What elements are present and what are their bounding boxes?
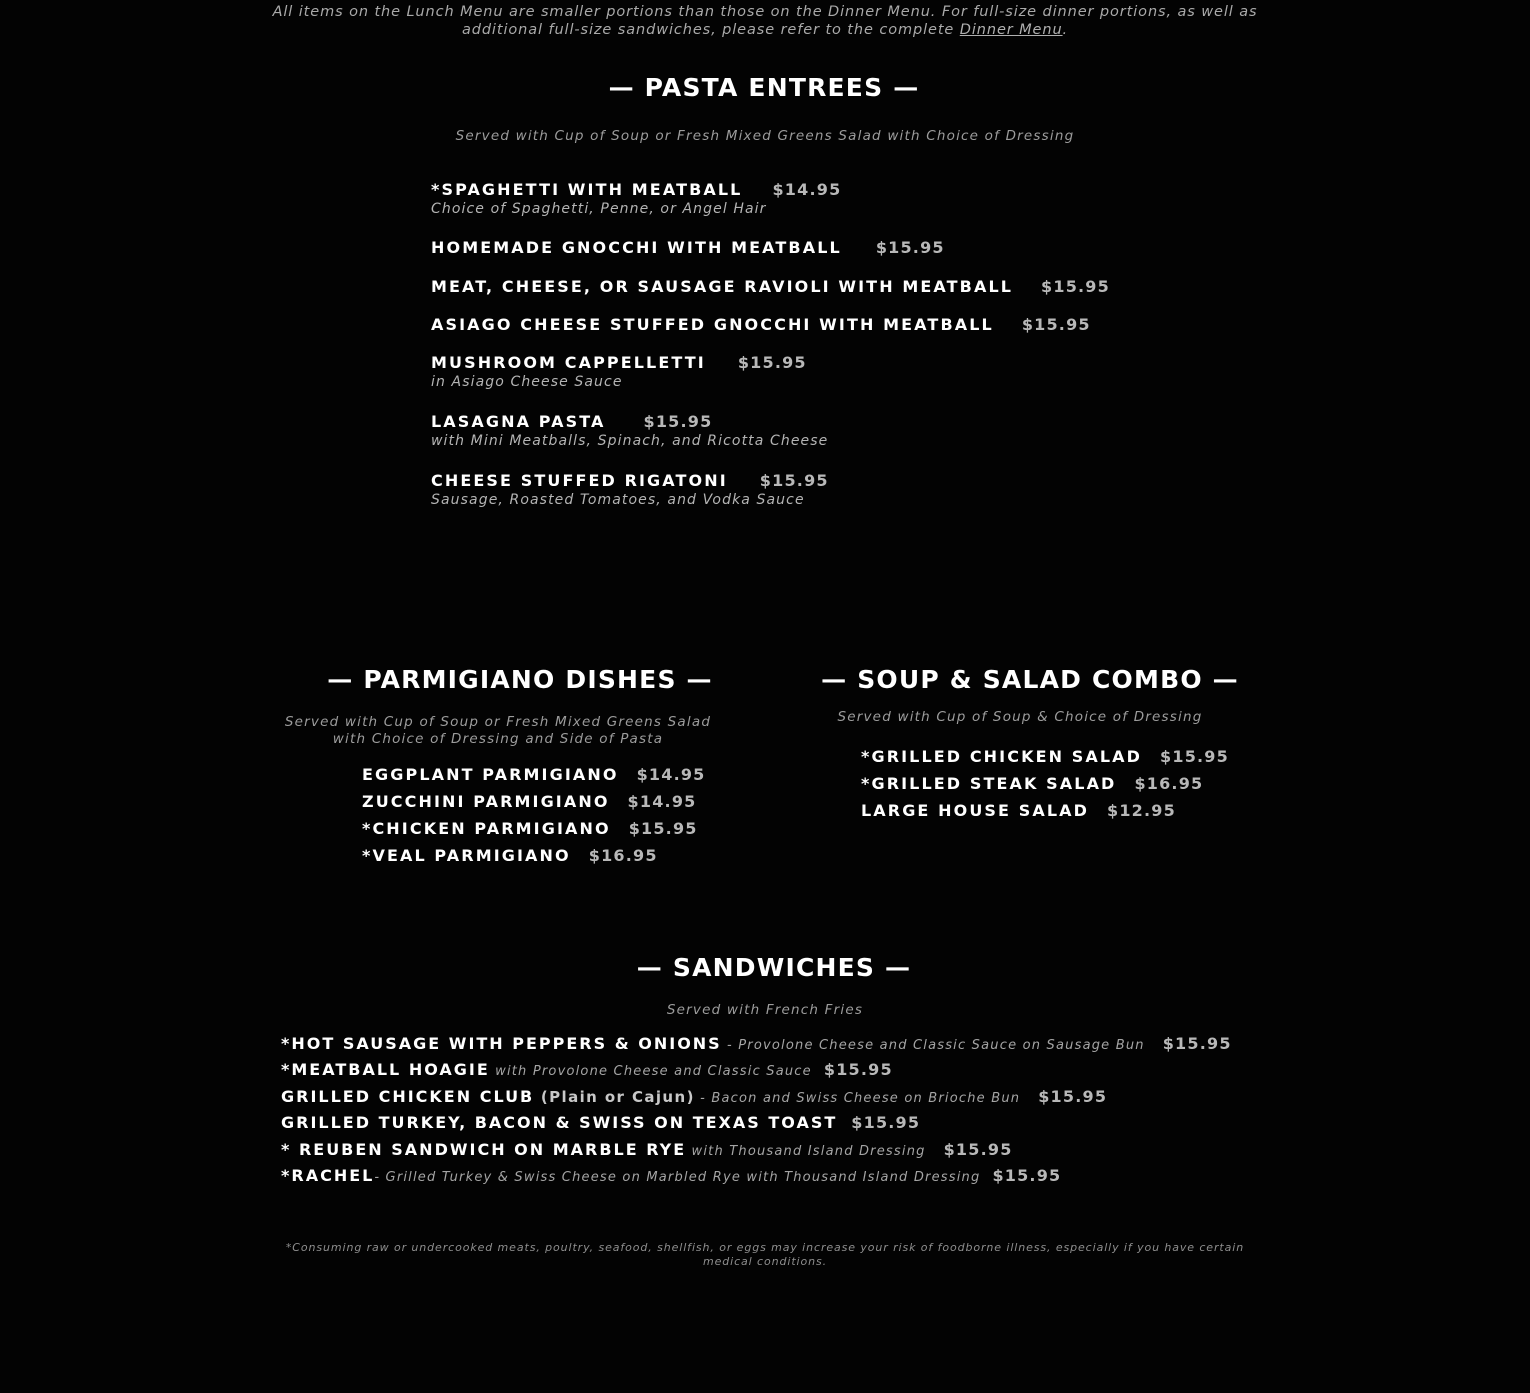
- sandwich-item-name: *MEATBALL HOAGIE: [281, 1060, 490, 1079]
- pasta-item-description: with Mini Meatballs, Spinach, and Ricotta Cheese: [431, 433, 829, 449]
- sandwich-item-price: $15.95: [992, 1166, 1062, 1185]
- pasta-item-name: ASIAGO CHEESE STUFFED GNOCCHI WITH MEATBALL: [431, 315, 994, 334]
- pasta-item-name: LASAGNA PASTA: [431, 412, 606, 431]
- pasta-item: [431, 277, 1110, 296]
- parmigiano-item-price: $16.95: [588, 846, 658, 865]
- sandwich-item-description: with Provolone Cheese and Classic Sauce: [489, 1064, 812, 1079]
- sandwich-item: [281, 1060, 893, 1079]
- pasta-entrees-subtitle: Served with Cup of Soup or Fresh Mixed Greens Salad with Choice of Dressing: [455, 128, 1075, 144]
- pasta-item: [431, 238, 945, 257]
- pasta-item-description: in Asiago Cheese Sauce: [431, 374, 623, 390]
- sandwich-item-price: $15.95: [851, 1113, 921, 1132]
- parmigiano-subtitle-line: Served with Cup of Soup or Fresh Mixed Greens Salad: [284, 714, 712, 730]
- sandwich-item: [281, 1087, 1107, 1106]
- combo-item-price: $12.95: [1107, 801, 1176, 820]
- pasta-item-name: MUSHROOM CAPPELLETTI: [431, 353, 706, 372]
- combo-item-price: $16.95: [1134, 774, 1204, 793]
- sandwich-item-price: $15.95: [1162, 1034, 1232, 1053]
- combo-item-name: *GRILLED CHICKEN SALAD: [861, 747, 1143, 766]
- pasta-item-description: Sausage, Roasted Tomatoes, and Vodka Sauce: [431, 492, 805, 508]
- sandwich-item-description: with Thousand Island Dressing: [686, 1144, 926, 1159]
- pasta-item: [431, 180, 841, 217]
- pasta-item-price: $14.95: [772, 180, 842, 199]
- parmigiano-subtitle-line: with Choice of Dressing and Side of Pasta: [332, 731, 664, 747]
- disclaimer-line: *Consuming raw or undercooked meats, poultry, seafood, shellfish, or eggs may increase your risk of foodborne illness, especially if you have certain: [285, 1241, 1245, 1254]
- sandwich-item-price: $15.95: [1038, 1087, 1108, 1106]
- parmigiano-item-name: EGGPLANT PARMIGIANO: [362, 765, 619, 784]
- combo-item: [861, 801, 1176, 820]
- pasta-item: [431, 315, 1091, 334]
- parmigiano-item-name: *CHICKEN PARMIGIANO: [362, 819, 611, 838]
- pasta-entrees-heading: — PASTA ENTREES —: [608, 73, 920, 102]
- parmigiano-dishes-heading: — PARMIGIANO DISHES —: [327, 665, 713, 694]
- parmigiano-item-name: *VEAL PARMIGIANO: [362, 846, 571, 865]
- sandwich-item: [281, 1140, 1013, 1159]
- sandwich-item-name: * REUBEN SANDWICH ON MARBLE RYE: [281, 1140, 687, 1159]
- sandwich-item: [281, 1113, 920, 1132]
- pasta-item-name: HOMEMADE GNOCCHI WITH MEATBALL: [431, 238, 842, 257]
- parmigiano-item-price: $14.95: [627, 792, 697, 811]
- combo-item-name: *GRILLED STEAK SALAD: [861, 774, 1117, 793]
- sandwich-item: [281, 1034, 1232, 1053]
- parmigiano-item: [362, 846, 658, 865]
- dinner-menu-link[interactable]: Dinner Menu: [959, 22, 1063, 38]
- sandwiches-subtitle: Served with French Fries: [666, 1002, 864, 1018]
- sandwich-item-description: - Bacon and Swiss Cheese on Brioche Bun: [694, 1091, 1021, 1106]
- pasta-item-price: $15.95: [875, 238, 945, 257]
- parmigiano-item: [362, 792, 697, 811]
- sandwich-item-name: GRILLED CHICKEN CLUB: [281, 1087, 535, 1106]
- sandwich-item-price: $15.95: [943, 1140, 1013, 1159]
- sandwich-item-name: *RACHEL: [281, 1166, 375, 1185]
- parmigiano-dishes-subtitle: [258, 714, 738, 748]
- soup-salad-combo-subtitle: Served with Cup of Soup & Choice of Dressing: [837, 709, 1203, 725]
- pasta-item-description: Choice of Spaghetti, Penne, or Angel Hair: [431, 201, 767, 217]
- pasta-item-price: $15.95: [643, 412, 713, 431]
- sandwich-item-description: - Provolone Cheese and Classic Sauce on Sausage Bun: [721, 1038, 1145, 1053]
- pasta-item-name: CHEESE STUFFED RIGATONI: [431, 471, 728, 490]
- food-safety-disclaimer: [280, 1241, 1250, 1269]
- pasta-item: [431, 471, 829, 508]
- sandwich-item-price: $15.95: [823, 1060, 893, 1079]
- parmigiano-item-price: $14.95: [636, 765, 706, 784]
- intro-end: .: [1062, 22, 1069, 38]
- pasta-item: [431, 412, 828, 449]
- combo-item: [861, 774, 1203, 793]
- sandwich-item: [281, 1166, 1061, 1185]
- sandwich-item-description: - Grilled Turkey & Swiss Cheese on Marbled Rye with Thousand Island Dressing: [374, 1170, 981, 1185]
- pasta-item-price: $15.95: [1021, 315, 1091, 334]
- soup-salad-combo-heading: — SOUP & SALAD COMBO —: [821, 665, 1239, 694]
- sandwiches-heading: — SANDWICHES —: [636, 953, 912, 982]
- combo-item-price: $15.95: [1160, 747, 1229, 766]
- sandwich-item-name: GRILLED TURKEY, BACON & SWISS ON TEXAS TOAST: [281, 1113, 838, 1132]
- combo-item-name: LARGE HOUSE SALAD: [861, 801, 1090, 820]
- pasta-item: [431, 353, 807, 390]
- combo-item: [861, 747, 1229, 766]
- pasta-item-name: MEAT, CHEESE, OR SAUSAGE RAVIOLI WITH MEATBALL: [431, 277, 1014, 296]
- sandwich-item-name: *HOT SAUSAGE WITH PEPPERS & ONIONS: [281, 1034, 722, 1053]
- pasta-item-price: $15.95: [759, 471, 829, 490]
- pasta-item-price: $15.95: [737, 353, 807, 372]
- parmigiano-item-name: ZUCCHINI PARMIGIANO: [362, 792, 610, 811]
- parmigiano-item-price: $15.95: [628, 819, 698, 838]
- lunch-menu-intro: [270, 3, 1260, 39]
- pasta-item-name: *SPAGHETTI WITH MEATBALL: [431, 180, 743, 199]
- disclaimer-line: medical conditions.: [702, 1255, 828, 1268]
- intro-text: All items on the Lunch Menu are smaller portions than those on the Dinner Menu. For full-size dinner portions, as well as additional full-size sandwiches, please refer to the complete: [272, 4, 1258, 38]
- sandwich-item-option: (Plain or Cajun): [534, 1088, 695, 1106]
- parmigiano-item: [362, 765, 706, 784]
- parmigiano-item: [362, 819, 698, 838]
- pasta-item-price: $15.95: [1041, 277, 1110, 296]
